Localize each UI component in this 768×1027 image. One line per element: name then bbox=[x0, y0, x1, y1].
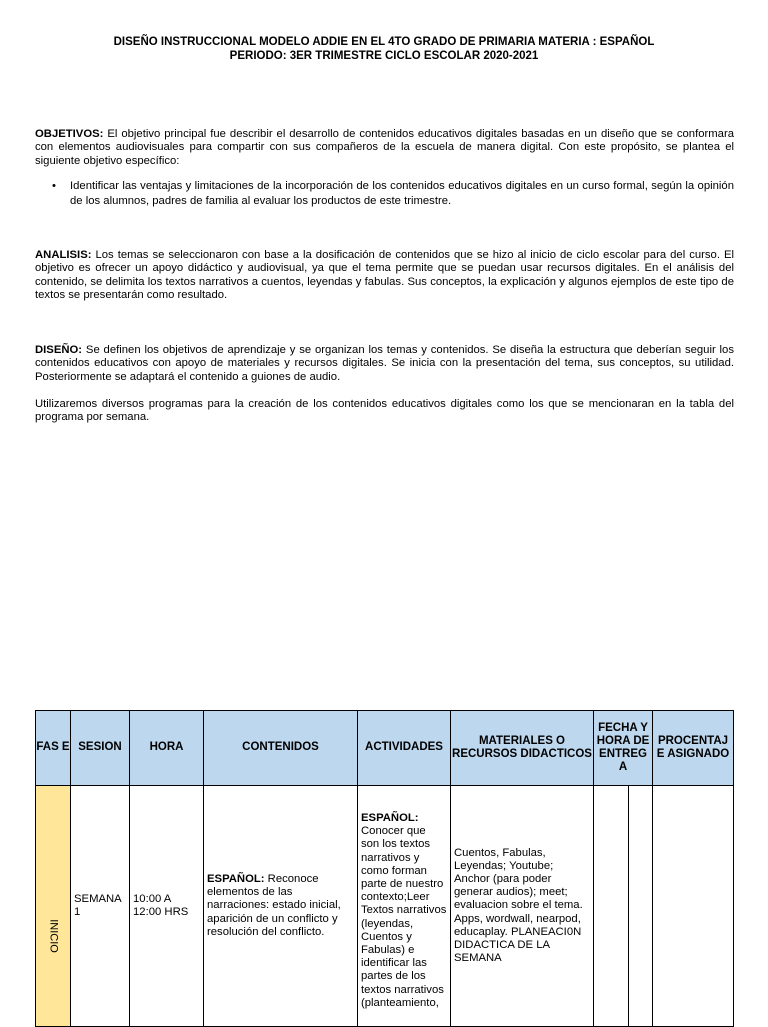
table-row bbox=[36, 786, 734, 1027]
objetivos-text: El objetivo principal fue describir el desarrollo de contenidos educativos digitales basadas en un diseño que se conformara con elementos audiovisuales para compartir con sus compañeros de la escuela de manera digital. Con este propósito, se plantea el siguiente objetivo específico: bbox=[35, 128, 734, 167]
contenidos-cell bbox=[204, 786, 358, 1027]
hora-cell: 10:00 A 12:00 HRS bbox=[130, 786, 204, 1027]
header-sesion: SESION bbox=[71, 711, 130, 786]
sesion-cell: SEMANA 1 bbox=[71, 786, 130, 1027]
analisis-label: ANALISIS: bbox=[35, 249, 92, 261]
diseno-text: Se definen los objetivos de aprendizaje y se organizan los temas y contenidos. Se diseña la estructura que deberían seguir los contenidos educativos con apoyo de materiales y recursos digitales. Se inicia con la presentación del tema, sus conceptos, su utilidad. Posteriormente se adaptará el contenido a guiones de audio. bbox=[35, 344, 734, 383]
porcentaje-cell bbox=[653, 786, 734, 1027]
document-title bbox=[0, 35, 768, 63]
analisis-text: Los temas se seleccionaron con base a la dosificación de contenidos que se hizo al inicio de ciclo escolar para del curso. El objetivo es ofrecer un apoyo didáctico y audiovisual, ya que el tema permite que se puedan usar recursos digitales. En el análisis del contenido, se delimita los textos narrativos a cuentos, leyendas y fabulas. Sus conceptos, la explicación y algunos ejemplos de este tipo de textos se presentarán como resultado. bbox=[35, 249, 734, 302]
table-header-row bbox=[36, 711, 734, 786]
title-line-2: PERIODO: 3ER TRIMESTRE CICLO ESCOLAR 2020-2021 bbox=[229, 50, 539, 62]
analisis-paragraph bbox=[35, 249, 734, 303]
actividades-text: Conocer que son los textos narrativos y como forman parte de nuestro contexto;Leer Textos narrativos (leyendas, Cuentos y Fabulas) e identificar las partes de los textos narrativos (planteamiento, bbox=[361, 825, 447, 1009]
header-fase: FAS E bbox=[36, 711, 71, 786]
fecha-cell-a bbox=[594, 786, 629, 1027]
header-materiales: MATERIALES O RECURSOS DIDACTICOS bbox=[451, 711, 594, 786]
objetivos-bullet-list bbox=[52, 179, 734, 208]
fecha-cell-b bbox=[629, 786, 653, 1027]
actividades-cell bbox=[358, 786, 451, 1027]
header-contenidos: CONTENIDOS bbox=[204, 711, 358, 786]
weekly-plan-table bbox=[35, 710, 734, 1027]
bullet-icon: • bbox=[52, 180, 56, 192]
actividades-label: ESPAÑOL: bbox=[361, 812, 419, 824]
fase-label: INICIO bbox=[47, 919, 60, 953]
contenidos-text: Reconoce elementos de las narraciones: estado inicial, aparición de un conflicto y resolución del conflicto. bbox=[207, 872, 341, 938]
header-hora: HORA bbox=[130, 711, 204, 786]
diseno-label: DISEÑO: bbox=[35, 344, 83, 356]
header-actividades: ACTIVIDADES bbox=[358, 711, 451, 786]
materiales-cell: Cuentos, Fabulas, Leyendas; Youtube; Anchor (para poder generar audios); meet; evaluacion sobre el tema. Apps, wordwall, nearpod, educaplay. PLANEACI0N DIDACTICA DE LA SEMANA bbox=[451, 786, 594, 1027]
fase-cell bbox=[36, 786, 71, 1027]
diseno-paragraph-2: Utilizaremos diversos programas para la creación de los contenidos educativos digitales como los que se mencionaran en la tabla del programa por semana. bbox=[35, 398, 734, 424]
objetivos-paragraph bbox=[35, 128, 734, 168]
header-porcentaje: PROCENTAJ E ASIGNADO bbox=[653, 711, 734, 786]
objetivos-label: OBJETIVOS: bbox=[35, 128, 104, 140]
list-item bbox=[52, 179, 734, 208]
title-line-1: DISEÑO INSTRUCCIONAL MODELO ADDIE EN EL 4TO GRADO DE PRIMARIA MATERIA : ESPAÑOL bbox=[113, 36, 655, 48]
diseno-paragraph bbox=[35, 344, 734, 384]
contenidos-label: ESPAÑOL: bbox=[207, 872, 265, 885]
header-fecha: FECHA Y HORA DE ENTREG A bbox=[594, 711, 653, 786]
bullet-text: Identificar las ventajas y limitaciones de la incorporación de los contenidos educativos digitales en un curso formal, según la opinión de los alumnos, padres de familia al evaluar los productos de este trimestre. bbox=[70, 180, 734, 207]
